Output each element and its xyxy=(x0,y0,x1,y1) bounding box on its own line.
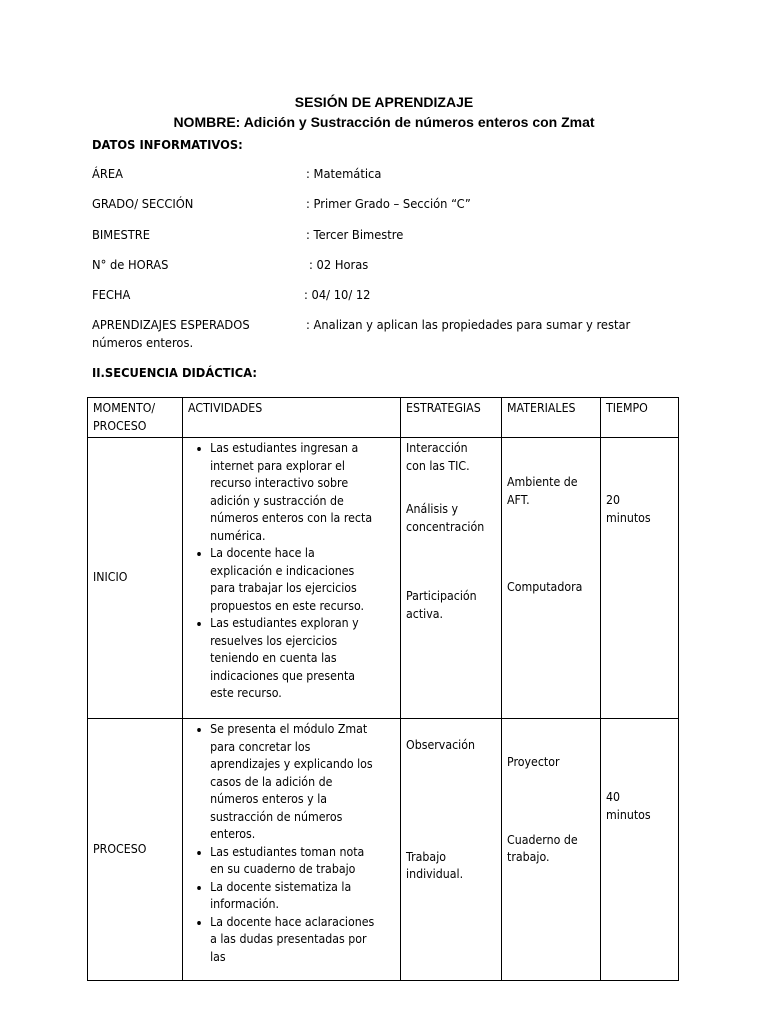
document-subtitle: NOMBRE: Adición y Sustracción de números enteros con Zmat xyxy=(173,114,595,130)
header-materiales: MATERIALES xyxy=(502,398,601,438)
table-header-row xyxy=(88,398,679,438)
list-item: • Se presenta el módulo Zmat para concretar los aprendizajes y explicando los casos de la adición de números enteros y la sustracción de números enteros. xyxy=(210,721,378,844)
materiales-cell xyxy=(502,719,601,981)
aprendizajes-value: : Analizan y aplican las propiedades para sumar y restar xyxy=(306,317,631,332)
actividades-cell xyxy=(183,438,401,719)
horas-label: N° de HORAS xyxy=(92,257,169,272)
grado-label: GRADO/ SECCIÓN xyxy=(92,196,194,211)
header-tiempo: TIEMPO xyxy=(601,398,679,438)
info-heading: DATOS INFORMATIVOS: xyxy=(92,137,243,152)
fecha-value: : 04/ 10/ 12 xyxy=(304,287,371,302)
material-item: Proyector xyxy=(507,755,560,769)
aprendizajes-continuation: números enteros. xyxy=(92,335,194,350)
header-actividades: ACTIVIDADES xyxy=(183,398,401,438)
list-item: • Las estudiantes toman nota en su cuaderno de trabajo xyxy=(210,844,378,879)
estrategia-item: Participación activa. xyxy=(406,589,477,621)
secuencia-table xyxy=(87,397,679,981)
tiempo-value: 20 minutos xyxy=(606,493,651,525)
list-item: • Las estudiantes exploran y resuelves los ejercicios teniendo en cuenta las indicaciones que presenta este recurso. xyxy=(210,615,378,703)
actividades-cell xyxy=(183,719,401,981)
estrategias-cell xyxy=(401,438,502,719)
document-title: SESIÓN DE APRENDIZAJE xyxy=(294,94,474,110)
material-item: Computadora xyxy=(507,580,583,594)
material-item: Ambiente de AFT. xyxy=(507,475,578,507)
estrategias-cell xyxy=(401,719,502,981)
estrategia-item: Observación xyxy=(406,738,475,752)
fecha-label: FECHA xyxy=(92,287,131,302)
section-heading: II.SECUENCIA DIDÁCTICA: xyxy=(92,365,257,380)
momento-cell: INICIO xyxy=(88,438,183,719)
estrategia-item: Interacción con las TIC. xyxy=(406,441,470,473)
bimestre-label: BIMESTRE xyxy=(92,227,151,242)
bimestre-value: : Tercer Bimestre xyxy=(306,227,404,242)
material-item: Cuaderno de trabajo. xyxy=(507,832,578,864)
estrategia-item: Trabajo individual. xyxy=(406,849,464,881)
list-item: • La docente hace aclaraciones a las dudas presentadas por las xyxy=(210,914,378,967)
table-row xyxy=(88,719,679,981)
momento-cell: PROCESO xyxy=(88,719,183,981)
tiempo-value: 40 minutos xyxy=(606,790,651,822)
table-row xyxy=(88,438,679,719)
list-item: • La docente sistematiza la información. xyxy=(210,879,378,914)
area-label: ÁREA xyxy=(92,166,123,181)
tiempo-cell xyxy=(601,719,679,981)
list-item: • La docente hace la explicación e indicaciones para trabajar los ejercicios propuestos en este recurso. xyxy=(210,545,378,615)
header-estrategias: ESTRATEGIAS xyxy=(401,398,502,438)
area-value: : Matemática xyxy=(306,166,382,181)
aprendizajes-label: APRENDIZAJES ESPERADOS xyxy=(92,317,250,332)
horas-value: : 02 Horas xyxy=(309,257,369,272)
estrategia-item: Análisis y concentración xyxy=(406,502,485,534)
materiales-cell xyxy=(502,438,601,719)
grado-value: : Primer Grado – Sección “C” xyxy=(306,196,471,211)
tiempo-cell xyxy=(601,438,679,719)
header-momento: MOMENTO/ PROCESO xyxy=(88,398,183,438)
list-item: • Las estudiantes ingresan a internet para explorar el recurso interactivo sobre adición y sustracción de números enteros con la recta numérica. xyxy=(210,440,378,545)
